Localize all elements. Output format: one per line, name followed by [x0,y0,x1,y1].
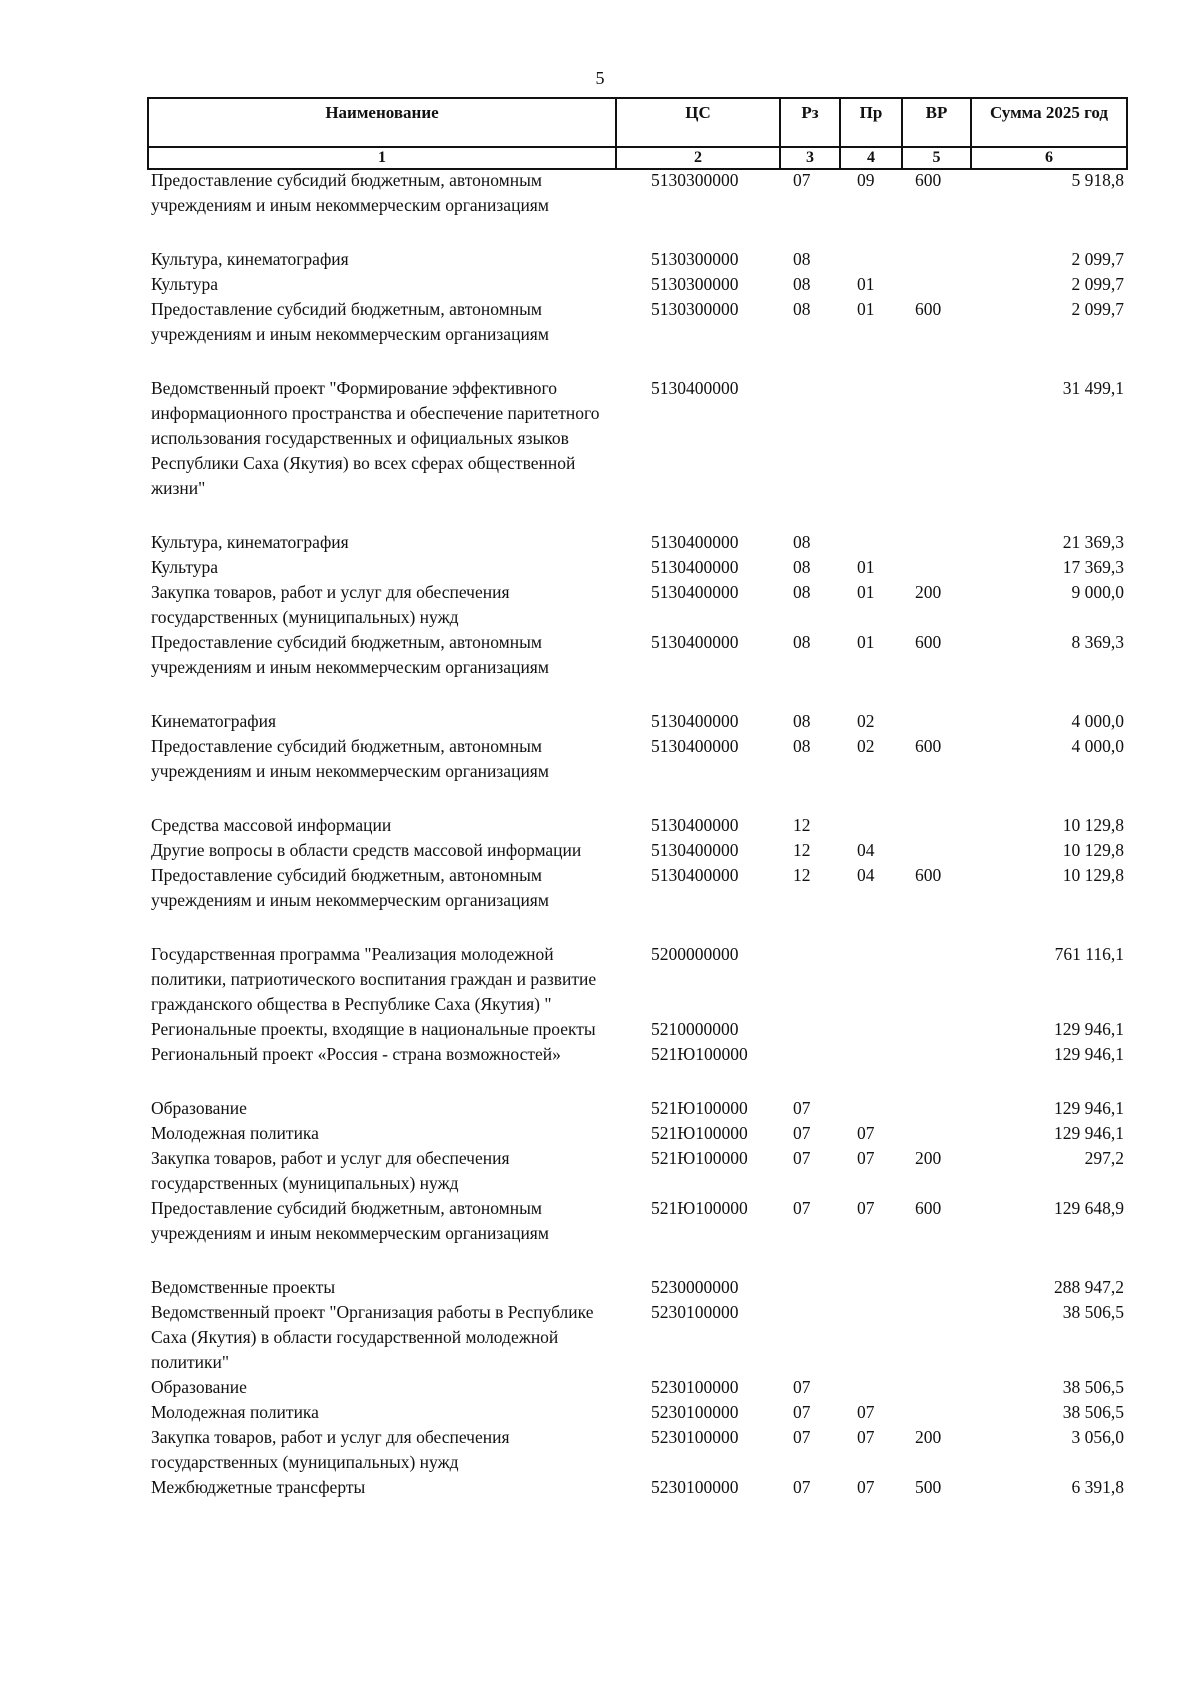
row-name: Государственная программа "Реализация молодежной политики, патриотического воспитания граждан и развитие гражданского общества в Республике Саха (Якутия) " [151,944,597,1014]
row-vr: 600 [915,170,942,190]
table-row [147,168,1126,218]
table-row [147,734,1126,784]
table-body [147,168,1126,1500]
header-sum: Сумма 2025 год [971,98,1127,147]
row-sum: 38 506,5 [1062,1377,1124,1397]
row-cs: 5210000000 [651,1019,739,1039]
row-cs: 5130400000 [651,557,739,577]
row-sum: 129 648,9 [1054,1198,1124,1218]
row-rz: 08 [793,532,811,552]
row-name: Кинематография [151,711,277,731]
row-rz: 07 [793,1198,811,1218]
table-row [147,709,1126,734]
row-pr: 04 [857,840,875,860]
row-vr: 500 [915,1477,942,1497]
row-sum: 38 506,5 [1062,1302,1124,1322]
table-row [147,1042,1126,1067]
row-cs: 5200000000 [651,944,739,964]
row-name: Культура [151,557,219,577]
table-row [147,1121,1126,1146]
row-cs: 521Ю100000 [651,1044,748,1064]
row-name: Закупка товаров, работ и услуг для обеспечения государственных (муниципальных) нужд [151,1427,510,1472]
row-cs: 5130400000 [651,532,739,552]
header-rz: Рз [780,98,840,147]
row-sum: 8 369,3 [1071,632,1124,652]
row-name: Образование [151,1098,247,1118]
row-vr: 600 [915,736,942,756]
row-name: Предоставление субсидий бюджетным, автономным учреждениям и иным некоммерческим организациям [151,170,549,215]
row-cs: 5230100000 [651,1377,739,1397]
row-sum: 129 946,1 [1054,1098,1124,1118]
row-cs: 5230100000 [651,1427,739,1447]
row-sum: 288 947,2 [1054,1277,1124,1297]
table-row [147,1146,1126,1196]
row-vr: 600 [915,632,942,652]
row-cs: 521Ю100000 [651,1123,748,1143]
column-number: 3 [780,147,840,169]
row-name: Образование [151,1377,247,1397]
row-pr: 07 [857,1402,875,1422]
table-row [147,297,1126,347]
row-sum: 17 369,3 [1062,557,1124,577]
table-row [147,838,1126,863]
row-sum: 129 946,1 [1054,1019,1124,1039]
table-row [147,1400,1126,1425]
row-name: Закупка товаров, работ и услуг для обеспечения государственных (муниципальных) нужд [151,1148,510,1193]
table-row [147,530,1126,555]
row-rz: 08 [793,736,811,756]
row-cs: 5130400000 [651,711,739,731]
table-row [147,555,1126,580]
row-rz: 12 [793,815,811,835]
row-pr: 01 [857,582,875,602]
row-name: Региональные проекты, входящие в национальные проекты [151,1019,596,1039]
table-row [147,863,1126,913]
row-sum: 9 000,0 [1071,582,1124,602]
row-sum: 5 918,8 [1071,170,1124,190]
header-vr: ВР [902,98,971,147]
row-name: Предоставление субсидий бюджетным, автономным учреждениям и иным некоммерческим организациям [151,736,549,781]
row-name: Молодежная политика [151,1402,319,1422]
row-name: Культура, кинематография [151,249,349,269]
row-name: Культура [151,274,219,294]
row-pr: 01 [857,299,875,319]
row-cs: 5130400000 [651,815,739,835]
row-sum: 38 506,5 [1062,1402,1124,1422]
row-name: Предоставление субсидий бюджетным, автономным учреждениям и иным некоммерческим организациям [151,299,549,344]
row-cs: 5130300000 [651,274,739,294]
row-rz: 08 [793,299,811,319]
row-cs: 5230100000 [651,1477,739,1497]
row-vr: 200 [915,1427,942,1447]
row-rz: 08 [793,582,811,602]
row-rz: 08 [793,632,811,652]
row-rz: 07 [793,1123,811,1143]
row-name: Средства массовой информации [151,815,392,835]
row-sum: 4 000,0 [1071,711,1124,731]
row-cs: 5130400000 [651,632,739,652]
table-row [147,272,1126,297]
column-number: 6 [971,147,1127,169]
row-cs: 5230000000 [651,1277,739,1297]
column-number: 1 [148,147,616,169]
header-pr: Пр [840,98,902,147]
table-row [147,630,1126,680]
row-name: Ведомственный проект "Формирование эффективного информационного пространства и обеспечение паритетного использования государственных и официальных языков Республики Саха (Якутия) во всех сферах общественной жизни" [151,378,600,498]
row-rz: 07 [793,1148,811,1168]
table-row [147,247,1126,272]
row-pr: 07 [857,1148,875,1168]
row-name: Ведомственный проект "Организация работы в Республике Саха (Якутия) в области государственной молодежной политики" [151,1302,594,1372]
row-cs: 5130400000 [651,378,739,398]
row-sum: 2 099,7 [1071,299,1124,319]
table-row [147,942,1126,1017]
row-pr: 01 [857,274,875,294]
row-rz: 07 [793,170,811,190]
row-vr: 200 [915,582,942,602]
column-number: 4 [840,147,902,169]
row-sum: 10 129,8 [1062,840,1124,860]
row-name: Региональный проект «Россия - страна возможностей» [151,1044,561,1064]
row-vr: 600 [915,299,942,319]
row-cs: 5130400000 [651,840,739,860]
row-name: Закупка товаров, работ и услуг для обеспечения государственных (муниципальных) нужд [151,582,510,627]
row-rz: 07 [793,1477,811,1497]
table-row [147,1300,1126,1375]
row-name: Молодежная политика [151,1123,319,1143]
row-vr: 600 [915,865,942,885]
row-cs: 521Ю100000 [651,1148,748,1168]
row-pr: 09 [857,170,875,190]
row-cs: 5130400000 [651,865,739,885]
row-sum: 21 369,3 [1062,532,1124,552]
row-vr: 600 [915,1198,942,1218]
row-sum: 3 056,0 [1071,1427,1124,1447]
row-sum: 10 129,8 [1062,815,1124,835]
row-sum: 2 099,7 [1071,249,1124,269]
row-rz: 07 [793,1402,811,1422]
row-pr: 01 [857,557,875,577]
table-row [147,813,1126,838]
row-sum: 6 391,8 [1071,1477,1124,1497]
table-row [147,1017,1126,1042]
row-name: Предоставление субсидий бюджетным, автономным учреждениям и иным некоммерческим организациям [151,865,549,910]
row-cs: 5130300000 [651,299,739,319]
row-rz: 07 [793,1377,811,1397]
table-row [147,376,1126,501]
row-sum: 761 116,1 [1054,944,1124,964]
row-name: Ведомственные проекты [151,1277,336,1297]
row-name: Предоставление субсидий бюджетным, автономным учреждениям и иным некоммерческим организациям [151,1198,549,1243]
row-cs: 5130300000 [651,249,739,269]
row-name: Другие вопросы в области средств массовой информации [151,840,582,860]
row-sum: 10 129,8 [1062,865,1124,885]
row-pr: 07 [857,1427,875,1447]
table-row [147,580,1126,630]
row-rz: 08 [793,557,811,577]
row-sum: 129 946,1 [1054,1123,1124,1143]
page-number: 5 [595,68,605,88]
table-row [147,1475,1126,1500]
row-rz: 08 [793,274,811,294]
row-pr: 07 [857,1123,875,1143]
row-name: Межбюджетные трансферты [151,1477,366,1497]
row-cs: 5230100000 [651,1402,739,1422]
header-cs: ЦС [616,98,780,147]
row-sum: 129 946,1 [1054,1044,1124,1064]
table-row [147,1096,1126,1121]
table-row [147,1196,1126,1246]
row-rz: 08 [793,711,811,731]
row-rz: 12 [793,865,811,885]
row-pr: 02 [857,711,875,731]
row-pr: 02 [857,736,875,756]
row-cs: 5130400000 [651,736,739,756]
row-cs: 5230100000 [651,1302,739,1322]
row-cs: 521Ю100000 [651,1098,748,1118]
column-number: 5 [902,147,971,169]
row-cs: 5130400000 [651,582,739,602]
row-rz: 07 [793,1098,811,1118]
row-name: Предоставление субсидий бюджетным, автономным учреждениям и иным некоммерческим организациям [151,632,549,677]
table-row [147,1275,1126,1300]
row-sum: 2 099,7 [1071,274,1124,294]
table-row [147,1375,1126,1400]
header-name: Наименование [148,98,616,147]
row-sum: 31 499,1 [1062,378,1124,398]
row-sum: 4 000,0 [1071,736,1124,756]
row-cs: 521Ю100000 [651,1198,748,1218]
row-pr: 04 [857,865,875,885]
column-number: 2 [616,147,780,169]
row-rz: 12 [793,840,811,860]
row-pr: 01 [857,632,875,652]
row-name: Культура, кинематография [151,532,349,552]
row-sum: 297,2 [1084,1148,1124,1168]
row-pr: 07 [857,1198,875,1218]
table-row [147,1425,1126,1475]
table-header [147,97,1128,170]
row-vr: 200 [915,1148,942,1168]
row-cs: 5130300000 [651,170,739,190]
row-rz: 08 [793,249,811,269]
row-pr: 07 [857,1477,875,1497]
row-rz: 07 [793,1427,811,1447]
